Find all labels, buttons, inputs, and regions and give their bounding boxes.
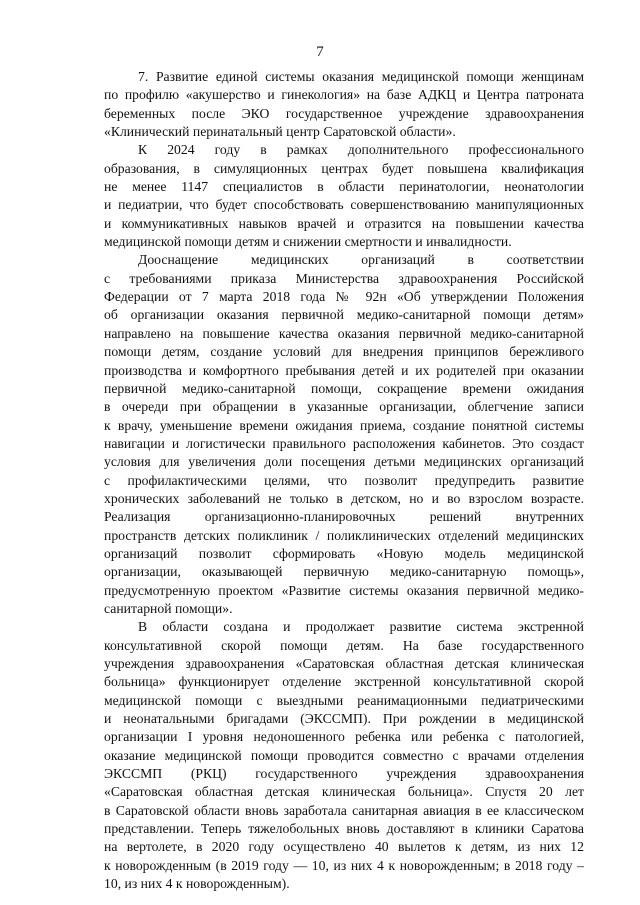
text-line: первичной медико-санитарной помощи, сокращение времени ожидания [104,380,584,396]
text-line: хронических заболеваний не только в детском, но и во взрослом возрасте. [104,490,584,506]
text-line: консультативной скорой помощи детям. На базе государственного [104,637,584,653]
text-line: беременных после ЭКО государственное учреждение здравоохранения [104,105,584,121]
text-line: и коммуникативных навыков врачей и отразится на повышении качества [104,215,584,231]
text-line: пространств детских поликлиник / поликлинических отделений медицинских [104,527,584,543]
text-line: представлении. Теперь тяжелобольных вновь доставляют в клиники Саратова [104,821,584,837]
text-line: условия для увеличения доли посещения детьми медицинских организаций [104,454,584,470]
text-line: медицинской помощи детям и снижении смертности и инвалидности. [104,234,512,250]
text-line: предусмотренную проектом «Развитие системы оказания первичной медико- [104,582,584,598]
text-line: 7. Развитие единой системы оказания медицинской помощи женщинам [138,69,584,84]
text-line: по профилю «акушерство и гинекология» на базе АДКЦ и Центра патроната [104,87,584,103]
text-line: оказание медицинской помощи проводится совместно с врачами отделения [104,747,584,763]
text-line: 10, из них 4 к новорожденным). [104,876,290,892]
text-line: с профилактическими целями, что позволит предупредить развитие [104,472,584,488]
text-line: «Саратовская областная детская клиническая больница». Спустя 20 лет [104,784,584,800]
paragraph [104,141,584,251]
text-line: медицинской помощи с выездными реанимационными педиатрическими [104,692,584,708]
text-line: санитарной помощи». [104,600,233,616]
text-line: «Клинический перинатальный центр Саратовской области». [104,124,456,140]
text-line: навигации и логистически правильного расположения кабинетов. Это создаст [104,435,584,451]
text-line: помощи детям, создание условий для внедрения принципов бережливого [104,344,584,360]
text-line: не менее 1147 специалистов в области перинатологии, неонатологии [104,179,584,195]
text-line: в Саратовской области вновь заработала санитарная авиация в ее классическом [104,802,584,818]
paragraph [104,251,584,618]
text-line: организации I уровня недоношенного ребенка или ребенка с патологией, [104,729,584,745]
text-line: на вертолете, в 2020 году осуществлено 40 вылетов к детям, из них 12 [104,839,584,855]
text-line: больница» функционирует отделение экстренной консультативной скорой [104,674,584,690]
document-body [104,68,584,893]
text-line: в очереди при обращении в указанные организации, облегчение записи [104,399,584,415]
paragraph [104,68,584,141]
text-line: и неонатальными бригадами (ЭКССМП). При рождении в медицинской [104,711,584,727]
text-line: с требованиями приказа Министерства здравоохранения Российской [104,270,584,286]
text-line: к врачу, уменьшение времени ожидания приема, создание понятной системы [104,417,584,433]
text-line: производства и комфортного пребывания детей и их родителей при оказании [104,362,584,378]
text-line: организации, оказывающей первичную медико-санитарную помощь», [104,564,584,580]
text-line: направлено на повышение качества оказания первичной медико-санитарной [104,325,584,341]
text-line: к новорожденным (в 2019 году — 10, из них 4 к новорожденным; в 2018 году – [104,857,584,873]
text-line: К 2024 году в рамках дополнительного профессионального [138,142,584,158]
paragraph [104,618,584,893]
text-line: образования, в симуляционных центрах будет повышена квалификация [104,160,584,176]
text-line: Федерации от 7 марта 2018 года № 92н «Об утверждении Положения [104,289,584,305]
text-line: Реализация организационно-планировочных решений внутренних [104,509,584,525]
text-line: В области создана и продолжает развитие система экстренной [138,619,584,635]
text-line: об организации оказания первичной медико-санитарной помощи детям» [104,307,584,323]
text-line: ЭКССМП (РКЦ) государственного учреждения здравоохранения [104,766,584,782]
text-line: и педиатрии, что будет способствовать совершенствованию манипуляционных [104,197,584,213]
text-line: Дооснащение медицинских организаций в соответствии [138,252,584,268]
text-line: учреждения здравоохранения «Саратовская областная детская клиническая [104,656,584,671]
page-number: 7 [316,44,324,60]
text-line: организаций позволит сформировать «Новую модель медицинской [104,545,584,561]
